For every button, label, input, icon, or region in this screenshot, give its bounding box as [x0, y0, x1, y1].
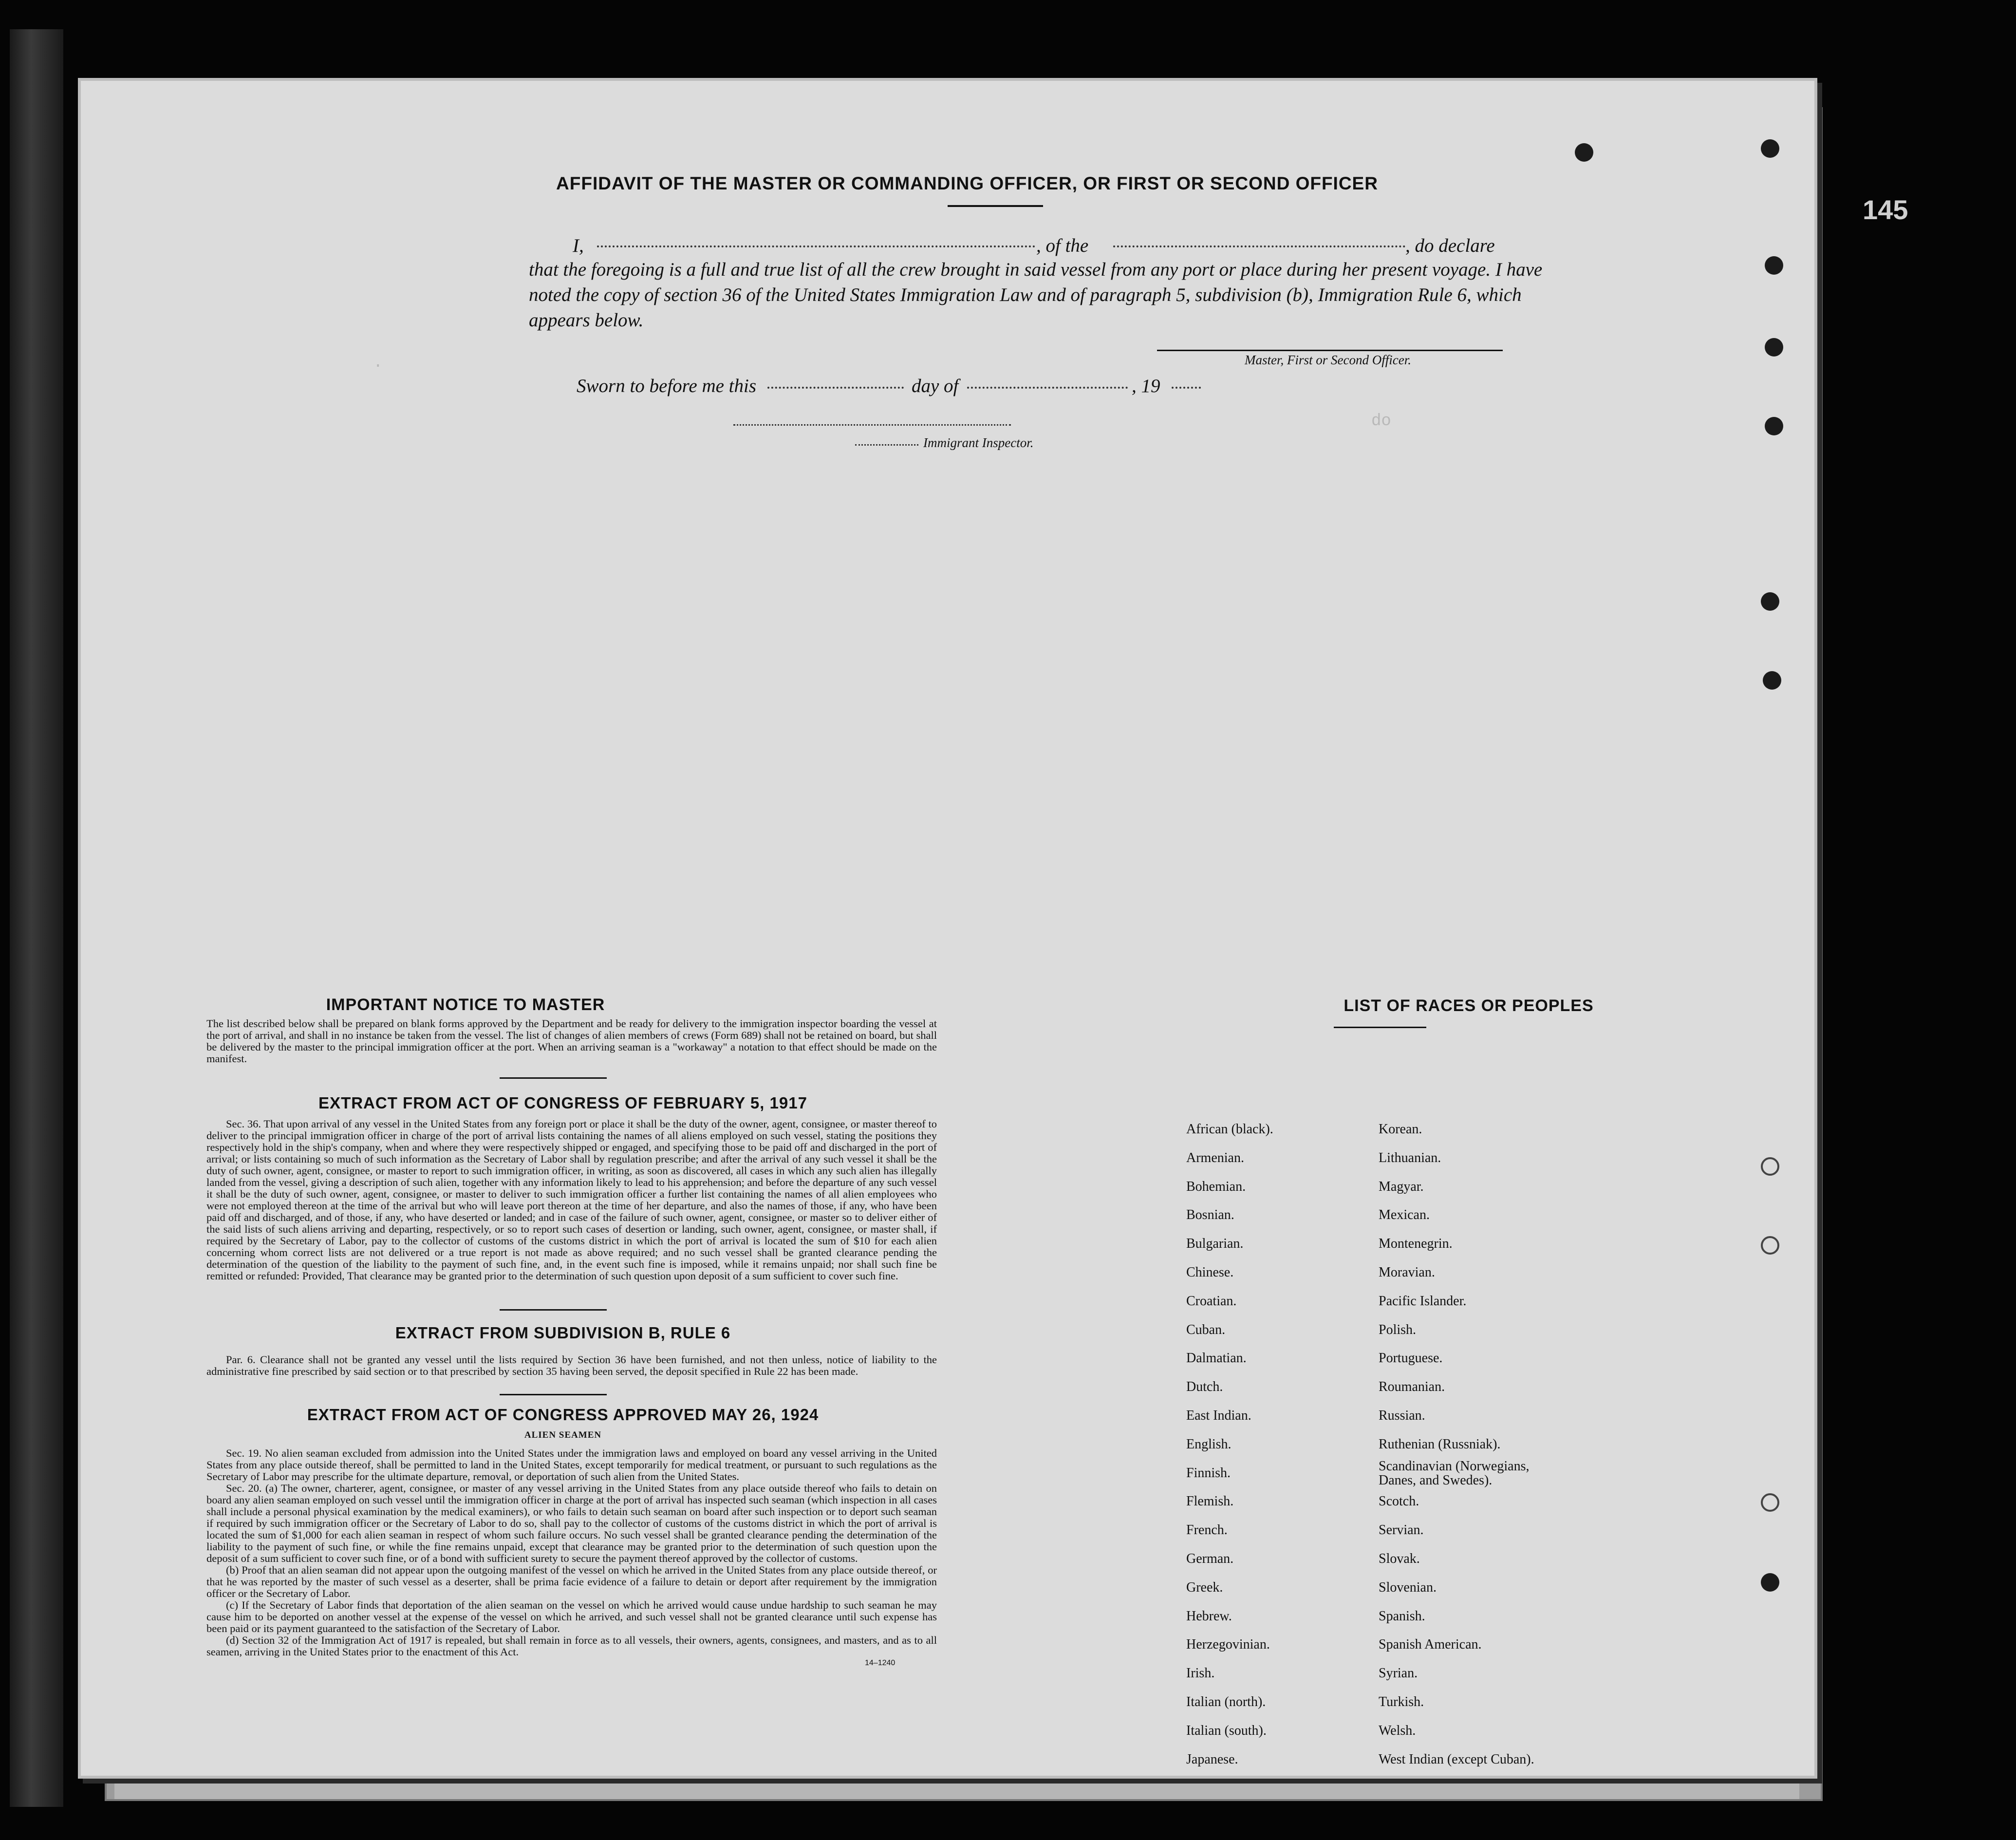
race-item: French.: [1186, 1522, 1228, 1538]
binder-hole: [1761, 139, 1779, 158]
race-item: Spanish.: [1379, 1608, 1425, 1624]
race-item: Syrian.: [1379, 1666, 1418, 1681]
bleed-through-text: .: [373, 354, 383, 372]
affidavit-title: AFFIDAVIT OF THE MASTER OR COMMANDING OFFICER, OR FIRST OR SECOND OFFICER: [556, 173, 1378, 193]
affidavit-body: that the foregoing is a full and true list of all the crew brought in said vessel from any port or place during her present voyage. I have noted the copy of section 36 of the United States Immigration Law and of paragraph 5, subdivision (b), Immigration Rule 6, which appears below.: [529, 259, 1543, 331]
day-of-label: day of: [912, 376, 959, 396]
extract-rule6-body: [206, 1354, 937, 1377]
race-item: Mexican.: [1379, 1207, 1430, 1223]
race-item: East Indian.: [1186, 1408, 1251, 1423]
race-item: Magyar.: [1379, 1179, 1424, 1194]
race-item: Bosnian.: [1186, 1207, 1234, 1223]
race-item: Slovak.: [1379, 1551, 1420, 1566]
form-number: 14–1240: [865, 1659, 896, 1667]
sworn-year-line[interactable]: [1172, 387, 1201, 389]
race-item: Roumanian.: [1379, 1379, 1445, 1395]
race-item: Dalmatian.: [1186, 1351, 1247, 1366]
vessel-name-line[interactable]: [1113, 245, 1405, 247]
binder-hole: [1761, 1573, 1779, 1592]
race-item: Spanish American.: [1379, 1637, 1482, 1652]
year-label: , 19: [1132, 376, 1160, 396]
extract-1917-body: [206, 1118, 937, 1282]
race-item: Turkish.: [1379, 1694, 1424, 1709]
race-item: Italian (north).: [1186, 1694, 1266, 1709]
race-item: Croatian.: [1186, 1293, 1237, 1309]
race-item: Cuban.: [1186, 1322, 1226, 1337]
affidavit-of-the-label: , of the: [1036, 235, 1089, 256]
race-item: Bulgarian.: [1186, 1236, 1244, 1252]
book-binding-edge: [10, 29, 63, 1807]
race-item: Moravian.: [1379, 1264, 1435, 1280]
race-item: Russian.: [1379, 1408, 1425, 1423]
race-item: Greek.: [1186, 1579, 1223, 1595]
extract-1924-paragraph: (b) Proof that an alien seaman did not appear upon the outgoing manifest of the vessel on which he arrived in the United States from any place outside thereof, or that he was reported by the master of such vessel as a deserter, shall be prima facie evidence of a failure to detain or deport after requirement by the immigration officer or the Secretary of Labor.: [206, 1564, 937, 1599]
race-item: Montenegrin.: [1379, 1236, 1453, 1252]
race-item: Irish.: [1186, 1666, 1215, 1681]
extract-rule6-paragraph: Par. 6. Clearance shall not be granted any vessel until the lists required by Section 36 have been furnished, and not then unless, notice of liability to the administrative fine prescribed by said section or to that prescribed by section 35 having been served, the deposit specified in Rule 22 has been made.: [206, 1353, 937, 1377]
affidavit-i-label: I,: [573, 235, 584, 256]
master-signature-line[interactable]: [1157, 350, 1503, 351]
race-item: Scotch.: [1379, 1494, 1419, 1509]
binder-hole: [1763, 671, 1781, 690]
races-left-column: [1186, 1115, 1273, 1774]
race-item: West Indian (except Cuban).: [1379, 1751, 1534, 1767]
binder-hole: [1575, 143, 1593, 162]
extract-1917-paragraph: Sec. 36. That upon arrival of any vessel in the United States from any foreign port or place it shall be the duty of the owner, agent, consignee, or master thereof to deliver to the principal immigration officer in charge of the port of arrival lists containing the names of all aliens employed on such vessel, stating the positions they respectively hold in the ship's company, when and where they were respectively shipped or engaged, and specifying those to be paid off and discharged in the port of arrival; or lists containing so much of such information as the Secretary of Labor shall by regulation prescribe; and after the arrival of any such vessel it shall be the duty of such owner, agent, consignee, or master to report to such immigration officer, in writing, as soon as discovered, all cases in which any such alien has illegally landed from the vessel, giving a description of such alien, together with any information likely to lead to his apprehension; and before the departure of any such vessel it shall be the duty of such owner, agent, consignee, or master to deliver to such immigration officer a further list containing the names of all alien employees who were not employed thereon at the time of the arrival but who will leave port thereon at the time of her departure, and also the names of those, if any, who have been paid off and discharged, and of those, if any, who have deserted or landed; and in case of the failure of such owner, agent, consignee, or master so to deliver either of the said lists of such aliens arriving and departing, respectively, or so to report such cases of desertion or landing, such owner, agent, consignee, or master shall, if required by the Secretary of Labor, pay to the collector of customs of the customs district in which the port of arrival is located the sum of $10 for each alien concerning whom correct lists are not delivered or a true report is not made as above required; and no such vessel shall be granted clearance pending the determination of the question of the liability to the payment of such fine, and, in the event such fine is imposed, while it remains unpaid; nor shall such fine be remitted or refunded: Provided, That clearance may be granted prior to the determination of such question upon deposit of a sum sufficient to cover such fine.: [206, 1118, 937, 1282]
manifest-page: [78, 78, 1817, 1779]
race-item: Pacific Islander.: [1379, 1293, 1467, 1309]
notice-rule: [500, 1077, 607, 1079]
binder-hole: [1765, 256, 1783, 275]
race-item: English.: [1186, 1436, 1232, 1452]
extract-1924-paragraph: Sec. 19. No alien seaman excluded from admission into the United States under the immigration laws and employed on board any vessel arriving in the United States from any place outside thereof, shall be permitted to land in the United States, except temporarily for medical treatment, or pursuant to such regulations as the Secretary of Labor may prescribe for the ultimate departure, removal, or deportation of such alien from the United States.: [206, 1447, 937, 1483]
race-item: Portuguese.: [1379, 1351, 1443, 1366]
extract-1924-body: [206, 1447, 937, 1658]
extract-rule6-rule: [500, 1394, 607, 1395]
master-name-line[interactable]: [597, 245, 1035, 247]
affidavit-declare-label: , do declare: [1405, 235, 1495, 256]
extract-1924-paragraph: Sec. 20. (a) The owner, charterer, agent, consignee, or master of any vessel arriving in the United States from any place outside thereof who fails to detain on board any alien seaman employed on such vessel until the immigration officer in charge at the port of arrival has inspected such seaman (which inspection in all cases shall include a personal physical examination by the medical examiners), or who fails to detain such seaman on board after such inspection or to deport such seaman if required by such immigration officer or the Secretary of Labor to do so, shall pay to the collector of customs of the customs district in which the port of arrival is located the sum of $1,000 for each alien seaman in respect of whom such failure occurs. No such vessel shall be granted clearance pending the determination of the liability to the payment of such fine, or while the fine remains unpaid, except that clearance may be granted prior to the determination of such question upon the deposit of a sum sufficient to cover such fine, or of a bond with sufficient surety to secure the payment thereof approved by the collector of customs.: [206, 1482, 937, 1564]
race-item: Dutch.: [1186, 1379, 1223, 1395]
race-item: Herzegovinian.: [1186, 1637, 1270, 1652]
page-number: 145: [1863, 194, 1908, 225]
notice-title: IMPORTANT NOTICE TO MASTER: [326, 995, 605, 1014]
inspector-caption: Immigrant Inspector.: [923, 435, 1034, 450]
races-title-rule: [1334, 1027, 1426, 1028]
notice-body: The list described below shall be prepared on blank forms approved by the Department and be ready for delivery to the immigration inspector boarding the vessel at the port of arrival, and shall in no instance be taken from the vessel. The list of changes of alien members of crews (Form 689) shall not be retained on board, but shall be delivered by the master to the principal immigration officer at the port. When an arriving seaman is a "workaway" a notation to that effect should be made on the manifest.: [206, 1017, 937, 1065]
extract-1924-paragraph: (d) Section 32 of the Immigration Act of 1917 is repealed, but shall remain in force as to all vessels, their owners, agents, consignees, and masters, and as to all seamen, arriving in the United States prior to the enactment of this Act.: [206, 1634, 937, 1658]
race-item: German.: [1186, 1551, 1234, 1566]
race-item: Servian.: [1379, 1522, 1424, 1538]
extract-1924-title: EXTRACT FROM ACT OF CONGRESS APPROVED MAY 26, 1924: [307, 1406, 819, 1424]
binder-hole: [1765, 338, 1783, 357]
bleed-through-text: do: [1371, 412, 1391, 431]
race-item: Flemish.: [1186, 1494, 1234, 1509]
sworn-month-line[interactable]: [967, 387, 1128, 389]
binder-hole: [1765, 417, 1783, 435]
extract-1924-subtitle: ALIEN SEAMEN: [524, 1430, 602, 1440]
binder-hole: [1761, 1493, 1779, 1512]
master-signature-caption: Master, First or Second Officer.: [1245, 353, 1411, 367]
race-item: Welsh.: [1379, 1723, 1416, 1738]
race-item: Korean.: [1379, 1122, 1422, 1137]
affidavit-title-rule: [948, 205, 1043, 207]
race-item: Hebrew.: [1186, 1608, 1232, 1624]
binder-hole: [1761, 1157, 1779, 1176]
race-item: Ruthenian (Russniak).: [1379, 1436, 1501, 1452]
extract-1917-title: EXTRACT FROM ACT OF CONGRESS OF FEBRUARY 5, 1917: [318, 1094, 807, 1112]
sworn-day-line[interactable]: [767, 387, 904, 389]
inspector-signature-line-2[interactable]: [855, 444, 918, 446]
race-item: Japanese.: [1186, 1751, 1238, 1767]
race-item: Finnish.: [1186, 1465, 1231, 1481]
race-item: Lithuanian.: [1379, 1150, 1441, 1165]
extract-1924-paragraph: (c) If the Secretary of Labor finds that deportation of the alien seaman on the vessel on which he arrived would cause undue hardship to such seaman he may cause him to be deported on another vessel at the expense of the vessel on which he arrived, and such vessel shall not be granted clearance until such expense has been paid or its payment guaranteed to the satisfaction of the Secretary of Labor.: [206, 1599, 937, 1634]
race-item: Italian (south).: [1186, 1723, 1267, 1738]
race-item: Slovenian.: [1379, 1579, 1437, 1595]
races-right-column: [1379, 1115, 1554, 1774]
sworn-label: Sworn to before me this: [577, 376, 757, 396]
race-item: African (black).: [1186, 1122, 1273, 1137]
extract-1917-rule: [500, 1309, 607, 1311]
binder-hole: [1761, 592, 1779, 611]
race-item: Polish.: [1379, 1322, 1417, 1337]
races-title: LIST OF RACES OR PEOPLES: [1344, 996, 1594, 1015]
binder-hole: [1761, 1236, 1779, 1255]
extract-rule6-title: EXTRACT FROM SUBDIVISION B, RULE 6: [395, 1324, 731, 1342]
race-item: Chinese.: [1186, 1264, 1234, 1280]
race-item: Scandinavian (Norwegians, Danes, and Swedes).: [1379, 1458, 1530, 1488]
inspector-signature-line[interactable]: [733, 424, 1011, 426]
race-item: Bohemian.: [1186, 1179, 1246, 1194]
race-item: Armenian.: [1186, 1150, 1244, 1165]
